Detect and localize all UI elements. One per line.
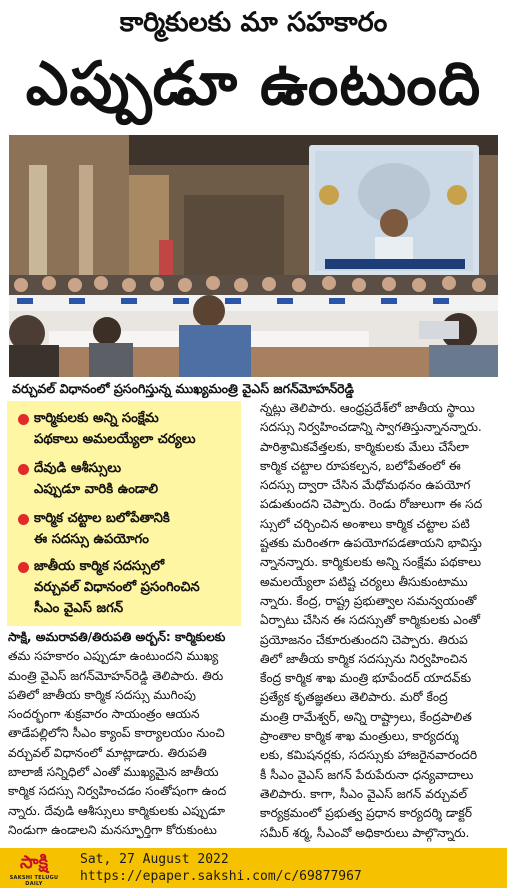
- article-line: స్సులో చర్చించిన అంశాలు కార్మిక చట్టాల పటి: [260, 516, 470, 531]
- article-line: సదస్సు నిర్వహించడాన్ని స్వాగతిస్తున్నానన్నారు.: [260, 420, 482, 435]
- article-line: ఏర్పాటు చేసిన ఈ సదస్సుతో కార్మికులకు ఎంతో: [260, 613, 481, 628]
- highlight-line: జాతీయ కార్మిక సదస్సులో: [34, 559, 165, 574]
- highlights-box: [7, 401, 241, 626]
- highlight-line: పథకాలు అమలయ్యేలా చర్యలు: [34, 432, 196, 447]
- highlight-line: సీఎం వైఎస్ జగన్: [34, 601, 124, 616]
- article-line: తెలిపారు. కాగా, సీఎం వైఎస్ జగన్ వర్చువల్: [260, 786, 468, 801]
- article-column-left: [8, 628, 244, 840]
- bullet-icon: [18, 562, 29, 573]
- article-line: సందర్భంగా శుక్రవారం సాయంత్రం ఆయన: [8, 707, 200, 722]
- article-line: వర్చువల్ విధానంలో మాట్లాడారు. తిరుపతి: [8, 745, 207, 760]
- logo-tagline: SAKSHI TELUGU DAILY: [9, 875, 59, 887]
- article-line: న్నారు. దేవుడి ఆశీస్సులు కార్మికులకు ఎప్పుడూ: [8, 803, 226, 818]
- epaper-footer: [0, 848, 507, 888]
- article-line: కార్యక్రమంలో ప్రభుత్వ ప్రధాన కార్యదర్శి డాక్టర్: [260, 806, 472, 821]
- bullet-icon: [18, 514, 29, 525]
- article-line: ప్రాంతాల కార్మిక శాఖ మంత్రులు, కార్యదర్శు: [260, 729, 459, 744]
- article-line: కార్మిక సదస్సు నిర్వహించడం సంతోషంగా ఉంద: [8, 784, 227, 799]
- article-line: మంత్రి రామేశ్వర్, అన్ని రాష్ట్రాలు, కేంద్రపాలిత: [260, 709, 472, 724]
- epaper-link[interactable]: https://epaper.sakshi.com/c/69877967: [80, 869, 362, 884]
- article-line: అమలయ్యేలా పటిష్ట చర్యలు తీసుకుంటాము: [260, 574, 468, 589]
- article-line: పారిశ్రామికవేత్తలకు, కార్మికులకు మేలు చేసేలా: [260, 439, 469, 454]
- logo-wordmark: సాక్షి: [20, 852, 48, 873]
- sakshi-logo[interactable]: [4, 851, 64, 885]
- highlight-line: ఈ సదస్సు ఉపయోగం: [34, 532, 149, 547]
- article-line: నిండుగా ఉండాలని మనస్ఫూర్తిగా కోరుకుంటు: [8, 822, 217, 837]
- highlight-line: ఎప్పుడూ వారికి ఉండాలి: [34, 482, 159, 497]
- article-line: లకు, కమిషనర్లకు, సదస్సుకు హాజరైనవారందరి: [260, 748, 478, 763]
- article-column-right: [260, 399, 500, 843]
- article-line: కేంద్ర కార్మిక శాఖ మంత్రి భూపేందర్ యాదవ్‌కు: [260, 671, 472, 686]
- highlight-line: కార్మికులకు అన్ని సంక్షేమ: [34, 411, 159, 426]
- highlight-line: వర్చువల్ విధానంలో ప్రసంగించిన: [34, 580, 200, 595]
- bullet-icon: [18, 414, 29, 425]
- article-line: న్నట్లు తెలిపారు. ఆంధ్రప్రదేశ్‌లో జాతీయ స్థాయి: [260, 401, 475, 415]
- article-line: పడుతుందని చెప్పారు. రెండు రోజులుగా ఈ సద: [260, 497, 483, 512]
- article-line: న్నారు. కేంద్ర, రాష్ట్ర ప్రభుత్వాల సమన్వయంతో: [260, 593, 477, 608]
- highlight-line: దేవుడి ఆశీస్సులు: [34, 461, 122, 476]
- article-line: ష్టతకు మరింతగా ఉపయోగపడతాయని భావిస్తు: [260, 536, 482, 551]
- photo-caption: వర్చువల్ విధానంలో ప్రసంగిస్తున్న ముఖ్యమంత్రి వైఎస్ జగన్‌మోహన్‌రెడ్డి: [12, 381, 354, 396]
- highlight-line: కార్మిక చట్టాల బలోపేతానికి: [34, 511, 170, 526]
- article-line: ప్రత్యేక కృతజ్ఞతలు తెలిపారు. మరో కేంద్ర: [260, 690, 448, 705]
- article-line: పతిలో జాతీయ కార్మిక సదస్సు ముగింపు: [8, 687, 196, 702]
- article-line: న్నానన్నారు. కార్మికులకు అన్ని సంక్షేమ పథకాలు: [260, 555, 482, 570]
- article-line: సమీర్ శర్మ, సీఎంవో అధికారులు పాల్గొన్నారు.: [260, 825, 470, 840]
- headline-main: ఎప్పుడూ ఉంటుంది: [25, 49, 482, 119]
- article-line: సదస్సు ద్వారా చేసిన మేధోమథనం ఉపయోగ: [260, 478, 471, 493]
- article-line: సాక్షి, అమరావతి/తిరుపతి అర్బన్: కార్మికులకు: [8, 630, 226, 644]
- article-line: కీ సీఎం వైఎస్ జగన్ పేరుపేరునా ధన్యవాదాలు: [260, 767, 474, 782]
- article-line: బాలాజీ సన్నిధిలో ఎంతో ముఖ్యమైన జాతీయ: [8, 765, 219, 780]
- news-photo: [9, 135, 498, 377]
- conference-hall-image: [9, 135, 498, 377]
- bullet-icon: [18, 464, 29, 475]
- article-line: తాడేపల్లిలోని సీఎం క్యాంప్ కార్యాలయం నుంచి: [8, 726, 225, 741]
- headline-kicker: కార్మికులకు మా సహకారం: [119, 7, 388, 38]
- article-line: మంత్రి వైఎస్ జగన్‌మోహన్‌రెడ్డి తెలిపారు. తిరు: [8, 668, 224, 683]
- article-line: ప్రయోజనం చేకూరుతుందని చెప్పారు. తిరుప: [260, 632, 468, 647]
- article-line: తమ సహకారం ఎప్పుడూ ఉంటుందని ముఖ్య: [8, 649, 219, 664]
- article-line: కార్మిక చట్టాల రూపకల్పన, బలోపేతంలో ఈ: [260, 458, 461, 473]
- edition-date: Sat, 27 August 2022: [80, 852, 229, 867]
- article-line: తిలో జాతీయ కార్మిక సదస్సును నిర్వహించిన: [260, 651, 468, 666]
